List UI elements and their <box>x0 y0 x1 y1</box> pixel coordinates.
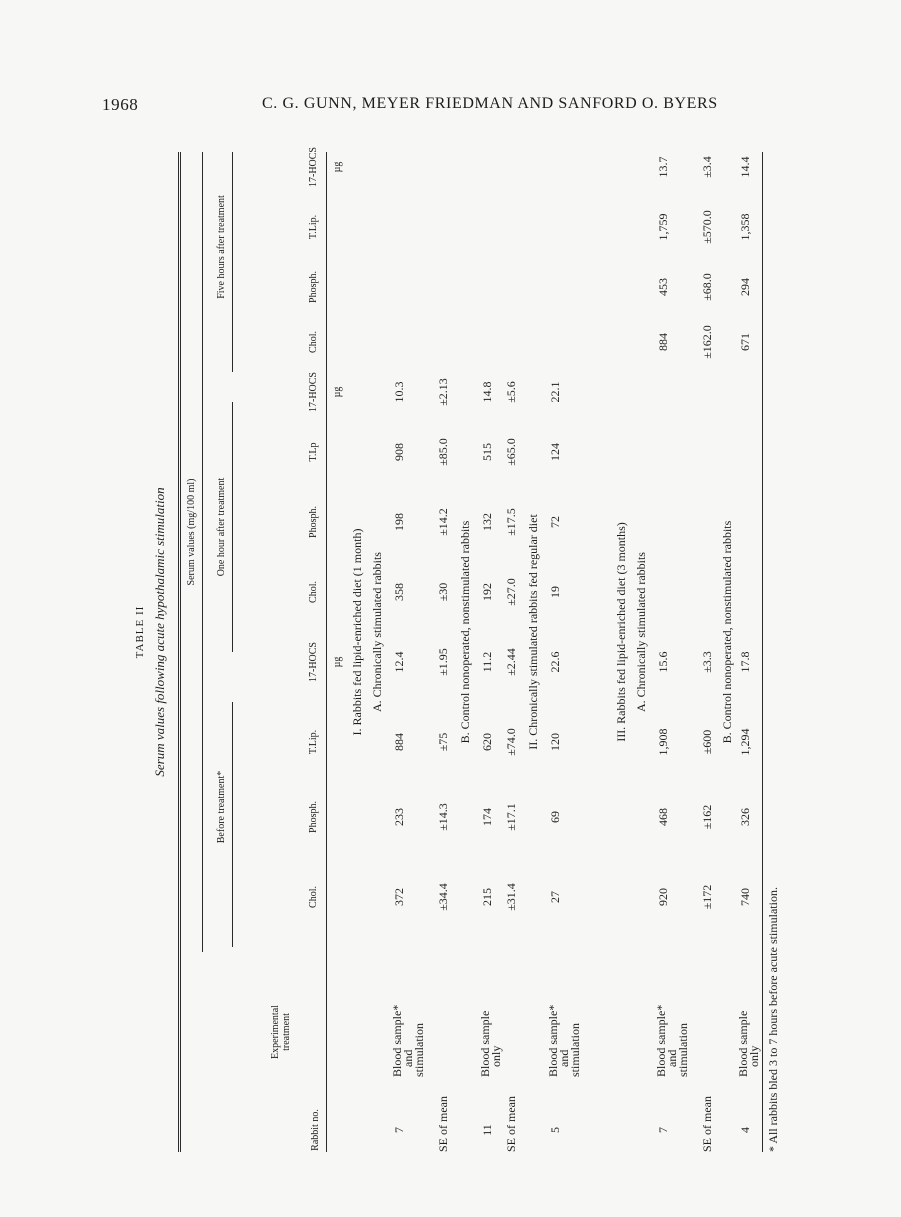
table-caption: Serum values following acute hypothalamic stimulation <box>152 487 167 777</box>
row5-treatment-l2: only <box>747 1045 761 1067</box>
row4-before-tlip: 1,908 <box>656 728 670 756</box>
sub-phosph-before: Phosph. <box>308 801 319 833</box>
row1-before-chol: 372 <box>392 888 406 906</box>
row1-treatment-l1: Blood sample* <box>390 1004 404 1077</box>
row4-treatment <box>656 1005 689 1077</box>
rule-before <box>232 702 233 947</box>
row5-before-tlip: 1,294 <box>738 728 752 756</box>
row3-treatment-l2: and <box>557 1049 571 1067</box>
row5-five-hocs: 14.4 <box>738 156 752 178</box>
row4-se-before-chol: ±172 <box>700 884 714 910</box>
row4-se-before-tlip: ±600 <box>700 729 714 755</box>
row4-se-five-tlip: ±570.0 <box>700 210 714 244</box>
section-i-heading: I. Rabbits fed lipid-enriched diet (1 month) <box>350 528 364 736</box>
row1-one-tlip: 908 <box>392 443 406 461</box>
row5-rabbit-no: 4 <box>738 1127 752 1133</box>
row4-se-five-phosph: ±68.0 <box>700 273 714 301</box>
row1-se-before-hocs: ±1.95 <box>436 648 450 676</box>
row1-se-one-chol: ±30 <box>436 582 450 602</box>
table-ii <box>100 146 780 1152</box>
sub-phosph-five: Phosph. <box>308 271 319 303</box>
row1-before-tlip: 884 <box>392 733 406 751</box>
sub-tlip-one: T.Lp <box>308 442 319 462</box>
col-treatment-line2: treatment <box>281 1013 292 1051</box>
row2-se-one-phosph: ±17.5 <box>504 508 518 536</box>
row1-one-phosph: 198 <box>392 513 406 531</box>
section-ib-heading: B. Control nonoperated, nonstimulated rabbits <box>458 520 472 744</box>
section-ii-heading: II. Chronically stimulated rabbits fed regular diet <box>526 514 540 750</box>
row3-rabbit-no: 5 <box>548 1127 562 1133</box>
row5-treatment <box>738 1011 760 1077</box>
group-one-hour: One hour after treatment <box>216 477 227 577</box>
row4-treatment-l2: and <box>665 1049 679 1067</box>
row3-one-phosph: 72 <box>548 516 562 528</box>
row2-before-chol: 215 <box>480 888 494 906</box>
row5-before-chol: 740 <box>738 888 752 906</box>
row4-rabbit-no: 7 <box>656 1127 670 1133</box>
row1-se-before-tlip: ±75 <box>436 732 450 752</box>
row1-treatment-l3: stimulation <box>412 1023 426 1077</box>
row2-se-before-tlip: ±74.0 <box>504 728 518 756</box>
row4-se-label: SE of mean <box>700 1096 714 1152</box>
running-header-authors: C. G. GUNN, MEYER FRIEDMAN AND SANFORD O. BYERS <box>262 95 718 112</box>
row2-treatment-l2: only <box>489 1045 503 1067</box>
rule-one <box>232 402 233 652</box>
sub-chol-before: Chol. <box>308 886 319 908</box>
section-iiib-heading: B. Control nonoperated, nonstimulated rabbits <box>720 520 734 744</box>
row2-before-hocs: 11.2 <box>480 651 494 673</box>
sub-tlip-before: T.Lip. <box>308 729 319 755</box>
table-label: TABLE II <box>134 605 146 659</box>
row3-before-tlip: 120 <box>548 733 562 751</box>
row2-before-phosph: 174 <box>480 808 494 826</box>
row2-rabbit-no: 11 <box>480 1124 494 1136</box>
row2-se-one-tlip: ±65.0 <box>504 438 518 466</box>
row1-one-chol: 358 <box>392 583 406 601</box>
rule-five <box>232 152 233 372</box>
row2-treatment <box>480 1011 502 1077</box>
row5-five-tlip: 1,358 <box>738 213 752 241</box>
row2-se-label: SE of mean <box>504 1096 518 1152</box>
row1-one-hocs: 10.3 <box>392 381 406 403</box>
row4-before-phosph: 468 <box>656 808 670 826</box>
row3-one-chol: 19 <box>548 586 562 598</box>
row3-treatment-l1: Blood sample* <box>546 1004 560 1077</box>
row1-se-before-chol: ±34.4 <box>436 883 450 911</box>
row3-one-hocs: 22.1 <box>548 381 562 403</box>
rule-top <box>178 152 181 1152</box>
row1-rabbit-no: 7 <box>392 1127 406 1133</box>
row1-se-one-tlip: ±85.0 <box>436 438 450 466</box>
row2-one-chol: 192 <box>480 583 494 601</box>
sub-chol-one: Chol. <box>308 581 319 603</box>
row5-before-phosph: 326 <box>738 808 752 826</box>
row5-five-phosph: 294 <box>738 278 752 296</box>
group-five-hours: Five hours after treatment <box>216 195 227 299</box>
unit-before-hocs: µg <box>332 656 343 668</box>
row4-before-chol: 920 <box>656 888 670 906</box>
row1-before-phosph: 233 <box>392 808 406 826</box>
page-number: 1968 <box>102 95 139 114</box>
group-before-treatment: Before treatment* <box>216 770 227 844</box>
row1-se-one-phosph: ±14.2 <box>436 508 450 536</box>
row1-treatment-l2: and <box>401 1049 415 1067</box>
row1-treatment <box>392 1005 425 1077</box>
sub-tlip-five: T.Lip. <box>308 214 319 240</box>
sub-chol-five: Chol. <box>308 331 319 353</box>
section-ia-heading: A. Chronically stimulated rabbits <box>370 552 384 712</box>
row2-one-hocs: 14.8 <box>480 381 494 403</box>
row4-treatment-l3: stimulation <box>676 1023 690 1077</box>
sub-hocs-five: 17-HOCS <box>308 146 319 188</box>
rule-serum <box>202 152 203 952</box>
row2-treatment-l1: Blood sample <box>478 1010 492 1077</box>
row5-treatment-l1: Blood sample <box>736 1010 750 1077</box>
row4-before-hocs: 15.6 <box>656 651 670 673</box>
section-iii-heading: III. Rabbits fed lipid-enriched diet (3 months) <box>614 522 628 742</box>
row4-se-five-hocs: ±3.4 <box>700 156 714 178</box>
section-iiia-heading: A. Chronically stimulated rabbits <box>634 552 648 712</box>
footnote: * All rabbits bled 3 to 7 hours before acute stimulation. <box>766 887 780 1152</box>
unit-one-hocs: µg <box>332 386 343 398</box>
rule-header-bottom <box>326 152 327 1152</box>
col-rabbit-no: Rabbit no. <box>310 1109 321 1151</box>
row2-before-tlip: 620 <box>480 733 494 751</box>
row4-five-tlip: 1,759 <box>656 213 670 241</box>
col-treatment-line1: Experimental <box>270 1005 281 1059</box>
row4-five-hocs: 13.7 <box>656 156 670 178</box>
row2-se-one-chol: ±27.0 <box>504 578 518 606</box>
sub-hocs-before: 17-HOCS <box>308 641 319 683</box>
row5-before-hocs: 17.8 <box>738 651 752 673</box>
row3-one-tlip: 124 <box>548 443 562 461</box>
row4-treatment-l1: Blood sample* <box>654 1004 668 1077</box>
row2-se-before-hocs: ±2.44 <box>504 648 518 676</box>
row2-one-phosph: 132 <box>480 513 494 531</box>
row4-se-before-phosph: ±162 <box>700 804 714 830</box>
row1-se-one-hocs: ±2.13 <box>436 378 450 406</box>
row5-five-chol: 671 <box>738 333 752 351</box>
row3-before-hocs: 22.6 <box>548 651 562 673</box>
rule-bottom <box>762 152 763 1152</box>
unit-five-hocs: µg <box>332 161 343 173</box>
col-treatment <box>270 1005 292 1059</box>
row2-se-before-chol: ±31.4 <box>504 883 518 911</box>
row3-before-phosph: 69 <box>548 811 562 823</box>
row4-se-five-chol: ±162.0 <box>700 325 714 359</box>
row2-one-tlip: 515 <box>480 443 494 461</box>
row3-treatment-l3: stimulation <box>568 1023 582 1077</box>
row1-se-label: SE of mean <box>436 1096 450 1152</box>
row4-five-chol: 884 <box>656 333 670 351</box>
row3-treatment <box>548 1005 581 1077</box>
serum-values-header: Serum values (mg/100 ml) <box>186 478 197 586</box>
row4-se-before-hocs: ±3.3 <box>700 651 714 673</box>
sub-hocs-one: 17-HOCS <box>308 371 319 413</box>
row4-five-phosph: 453 <box>656 278 670 296</box>
row2-se-one-hocs: ±5.6 <box>504 381 518 403</box>
row3-before-chol: 27 <box>548 891 562 903</box>
sub-phosph-one: Phosph. <box>308 506 319 538</box>
row1-se-before-phosph: ±14.3 <box>436 803 450 831</box>
row2-se-before-phosph: ±17.1 <box>504 803 518 831</box>
row1-before-hocs: 12.4 <box>392 651 406 673</box>
